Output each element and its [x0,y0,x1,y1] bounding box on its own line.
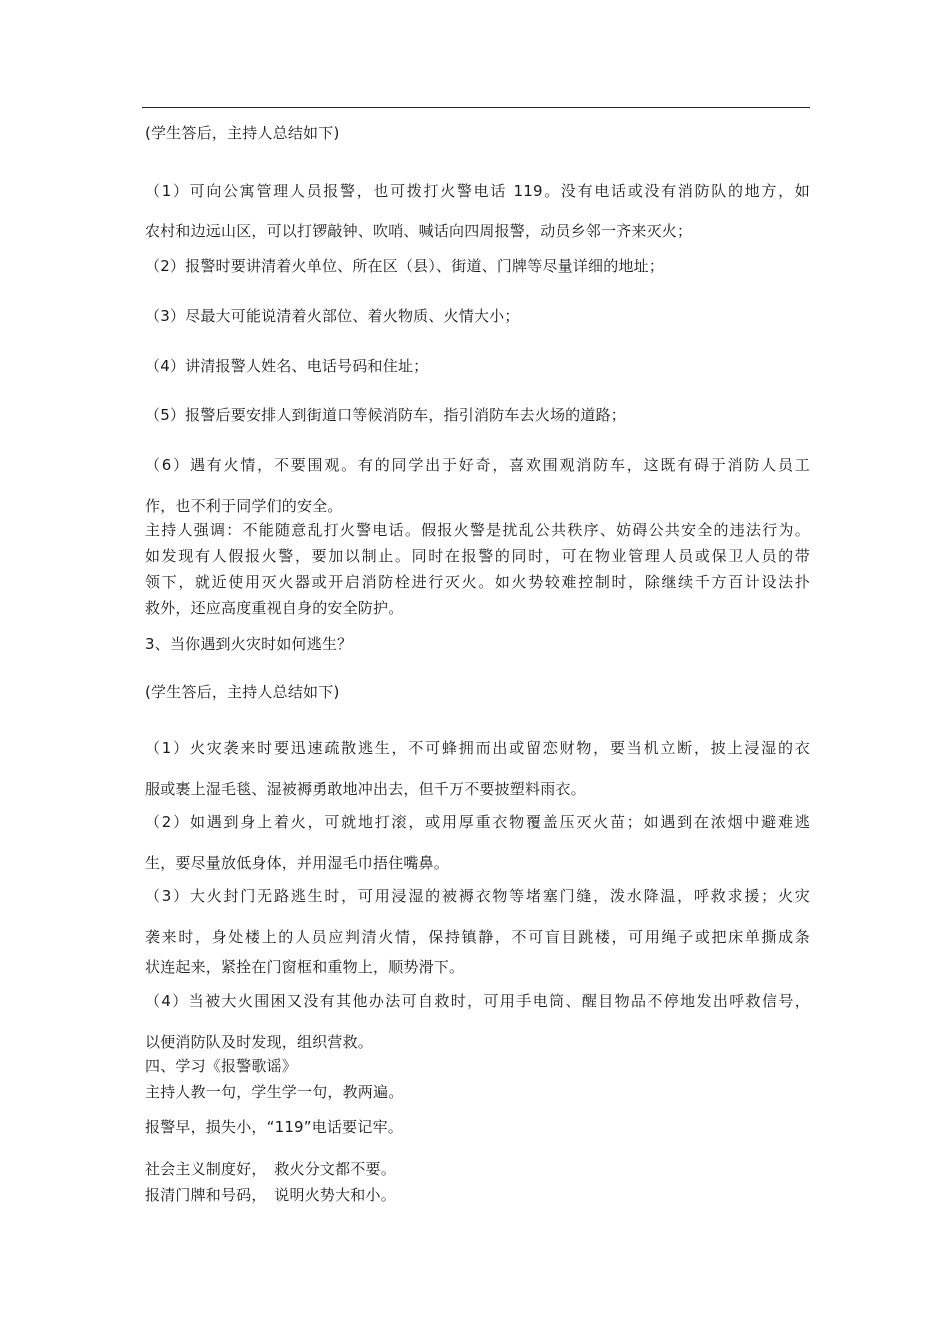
text-line: 袭来时，身处楼上的人员应判清火情，保持镇静，不可盲目跳楼，可用绳子或把床单撕成条 [145,928,810,946]
text-line: （4）当被大火围困又没有其他办法可自救时，可用手电筒、醒目物品不停地发出呼救信号， [145,992,810,1010]
text-line: 生，要尽量放低身体，并用湿毛巾捂住嘴鼻。 [145,854,450,872]
text-line: 主持人强调：不能随意乱打火警电话。假报火警是扰乱公共秩序、妨碍公共安全的违法行为。 [145,521,810,539]
text-line: 以便消防队及时发现，组织营救。 [145,1033,374,1051]
text-line: (学生答后，主持人总结如下) [145,124,340,142]
text-line: 如发现有人假报火警，要加以制止。同时在报警的同时，可在物业管理人员或保卫人员的带 [145,547,810,565]
header-rule [142,107,810,108]
text-line: （1）可向公寓管理人员报警，也可拨打火警电话 119。没有电话或没有消防队的地方，如 [145,182,810,200]
text-line: 服或裹上湿毛毯、湿被褥勇敢地冲出去，但千万不要披塑料雨衣。 [145,780,586,798]
text-line: 主持人教一句，学生学一句，教两遍。 [145,1083,404,1101]
text-line: 救外，还应高度重视自身的安全防护。 [145,599,404,617]
section-heading: 四、学习《报警歌谣》 [145,1057,298,1075]
text-line: （5）报警后要安排人到街道口等候消防车，指引消防车去火场的道路； [145,406,626,424]
text-line: 作，也不利于同学们的安全。 [145,497,343,515]
section-heading: 3、当你遇到火灾时如何逃生？ [145,635,353,653]
text-line: （2）如遇到身上着火，可就地打滚，或用厚重衣物覆盖压灭火苗；如遇到在浓烟中避难逃 [145,813,810,831]
song-line: 报清门牌和号码， 说明火势大和小。 [145,1186,396,1204]
text-line: （6）遇有火情，不要围观。有的同学出于好奇，喜欢围观消防车，这既有碍于消防人员工 [145,456,810,474]
song-line: 社会主义制度好， 救火分文都不要。 [145,1160,396,1178]
text-line: （3）大火封门无路逃生时，可用浸湿的被褥衣物等堵塞门缝，泼水降温，呼救求援；火灾 [145,887,810,905]
text-line: 状连起来，紧拴在门窗框和重物上，顺势滑下。 [145,958,465,976]
text-line: (学生答后，主持人总结如下) [145,683,340,701]
text-line: （1）火灾袭来时要迅速疏散逃生，不可蜂拥而出或留恋财物，要当机立断，披上浸湿的衣 [145,739,810,757]
song-line: 报警早，损失小，“119”电话要记牢。 [145,1118,403,1136]
text-line: （3）尽最大可能说清着火部位、着火物质、火情大小； [145,307,520,325]
text-line: （2）报警时要讲清着火单位、所在区（县）、街道、门牌等尽量详细的地址； [145,257,665,275]
text-line: （4）讲清报警人姓名、电话号码和住址； [145,357,429,375]
text-line: 领下，就近使用灭火器或开启消防栓进行灭火。如火势较难控制时，除继续千方百计设法扑 [145,573,810,591]
text-line: 农村和边远山区，可以打锣敲钟、吹哨、喊话向四周报警，动员乡邻一齐来灭火； [145,222,693,240]
